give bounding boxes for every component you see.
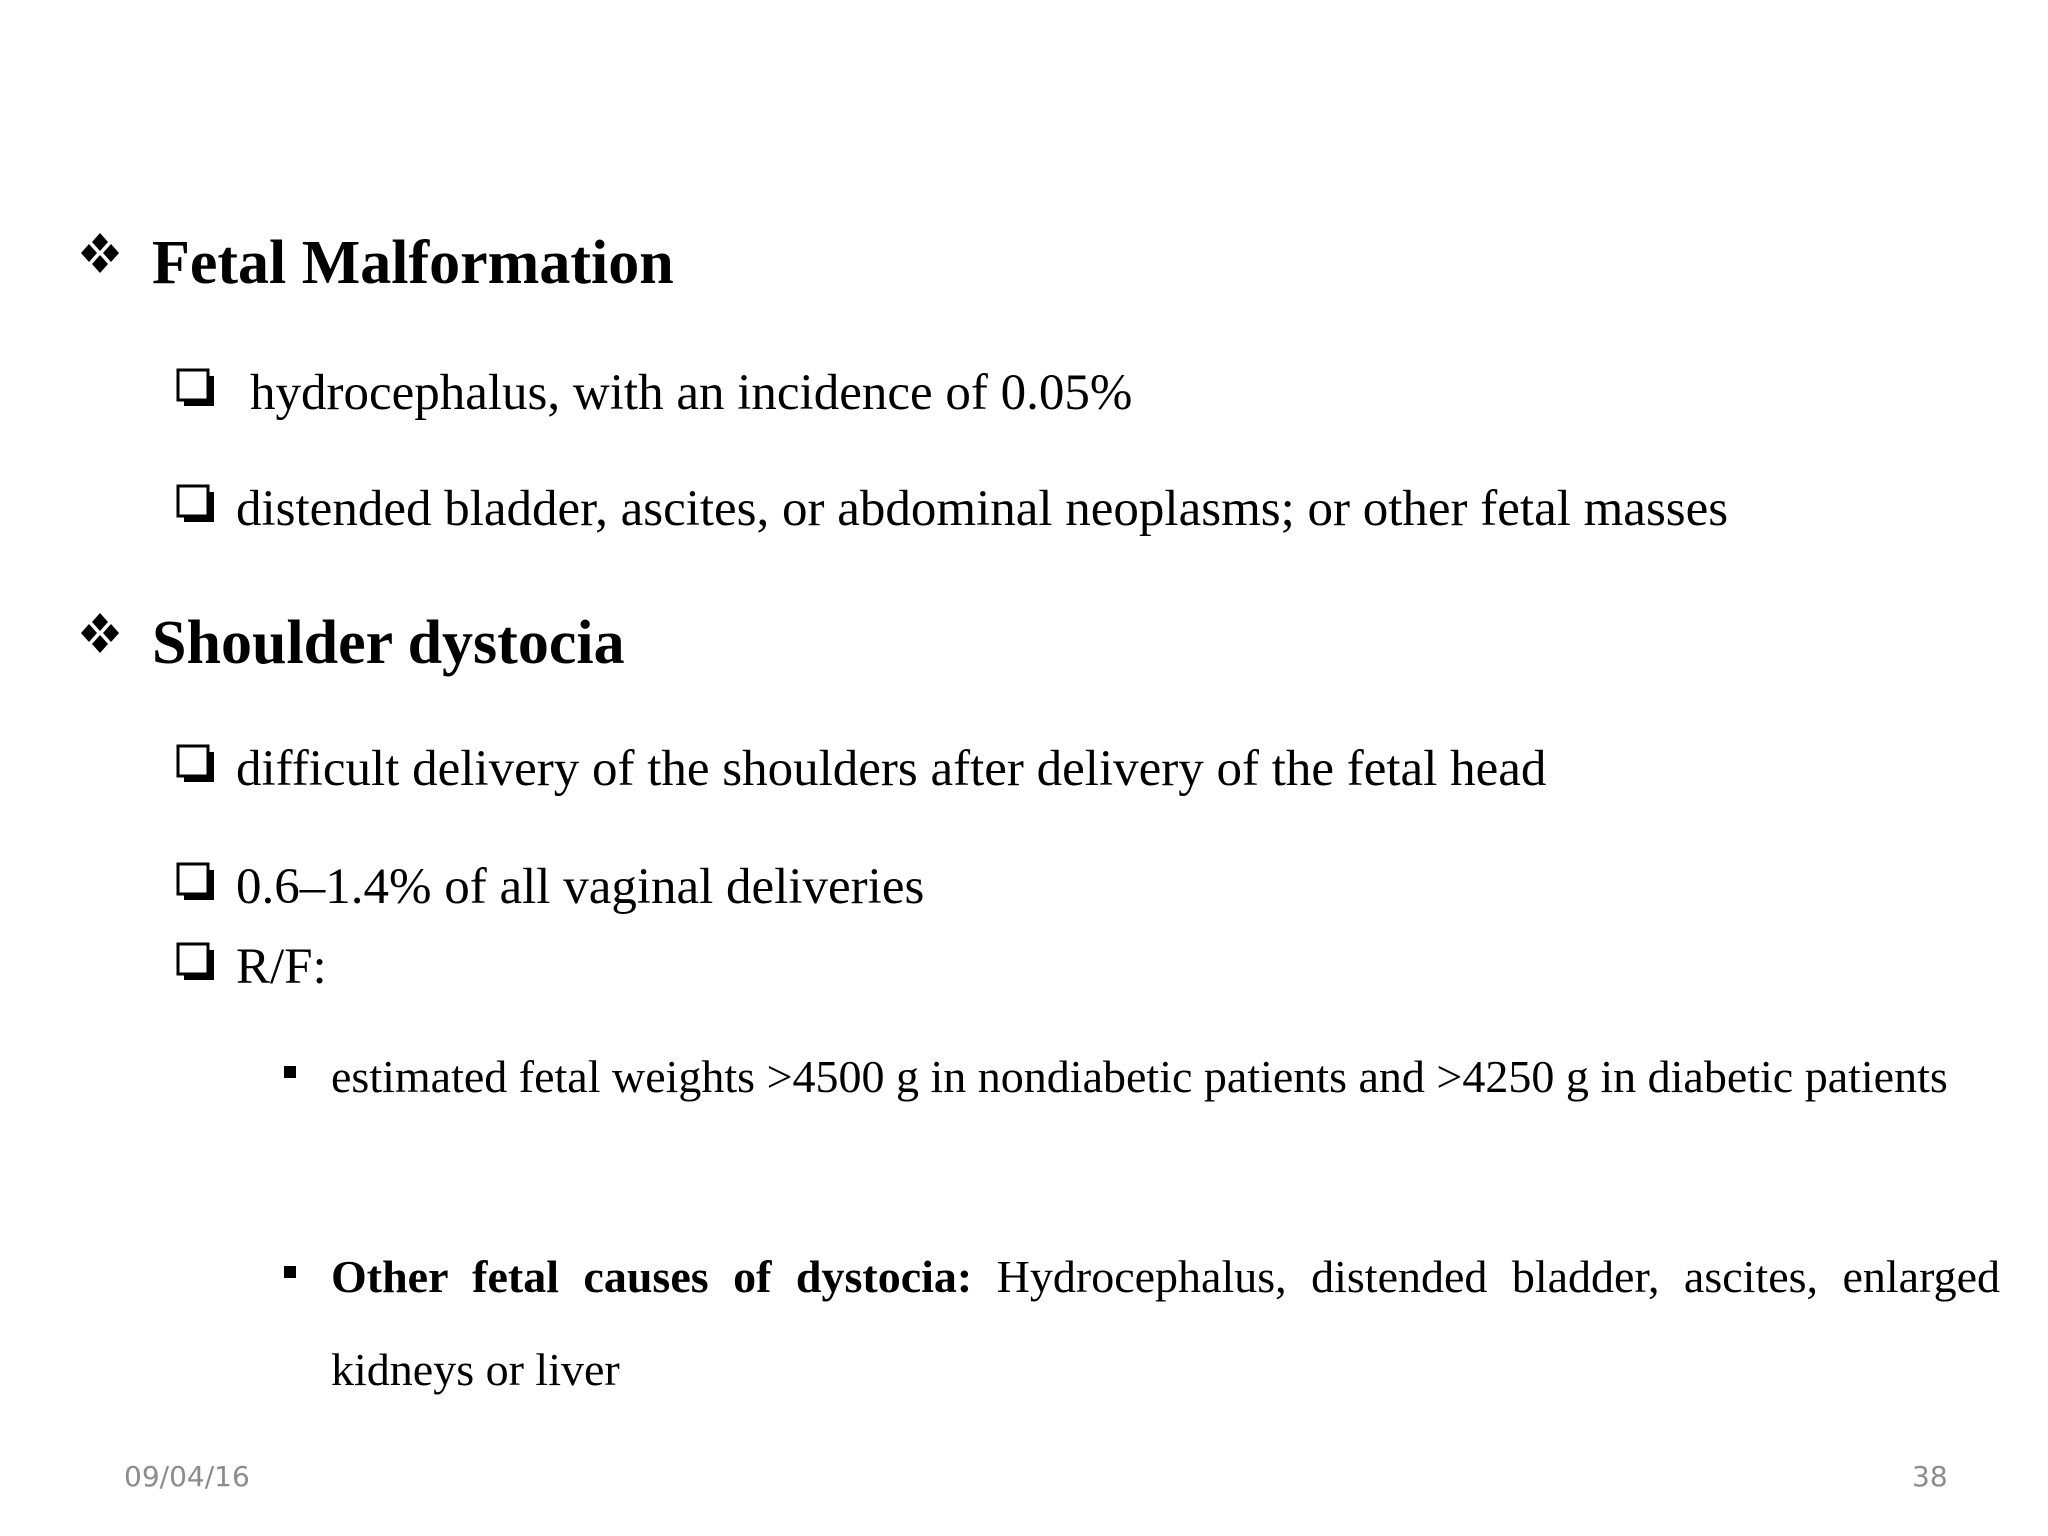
list-item-text: 0.6–1.4% of all vaginal deliveries xyxy=(236,859,925,915)
list-item xyxy=(176,741,1547,797)
section-heading-text: Shoulder dystocia xyxy=(152,609,625,677)
sub-list-item-bold-label: Other fetal causes of dystocia: xyxy=(331,1251,973,1302)
shadowed-box-icon xyxy=(176,942,216,982)
list-item-text: R/F: xyxy=(236,939,327,995)
list-item xyxy=(176,939,327,995)
list-item-text: hydrocephalus, with an incidence of 0.05% xyxy=(250,365,1133,421)
list-item xyxy=(176,365,1133,421)
shadowed-box-icon xyxy=(176,368,216,408)
sub-list-item xyxy=(284,1230,2000,1416)
list-item-text: distended bladder, ascites, or abdominal neoplasms; or other fetal masses xyxy=(236,481,1729,537)
diamond-four-icon xyxy=(78,231,122,275)
diamond-four-icon xyxy=(78,611,122,655)
list-item-text: difficult delivery of the shoulders after delivery of the fetal head xyxy=(236,741,1547,797)
footer-date: 09/04/16 xyxy=(124,1460,250,1493)
list-item xyxy=(176,481,1729,537)
sub-list-item-body: Hydrocephalus, distended bladder, ascites, enlarged kidneys or liver xyxy=(331,1251,2001,1395)
square-bullet-icon xyxy=(284,1266,296,1278)
square-bullet-icon xyxy=(284,1066,296,1078)
section-heading-fetal-malformation xyxy=(78,229,674,297)
section-heading-shoulder-dystocia xyxy=(78,609,625,677)
footer-page-number: 38 xyxy=(1912,1460,1948,1493)
shadowed-box-icon xyxy=(176,484,216,524)
list-item xyxy=(176,859,925,915)
section-heading-text: Fetal Malformation xyxy=(152,229,674,297)
shadowed-box-icon xyxy=(176,744,216,784)
sub-list-item xyxy=(284,1030,2000,1123)
sub-list-item-text xyxy=(331,1230,2000,1416)
shadowed-box-icon xyxy=(176,862,216,902)
sub-list-item-text: estimated fetal weights >4500 g in nondiabetic patients and >4250 g in diabetic patients xyxy=(331,1051,1948,1102)
